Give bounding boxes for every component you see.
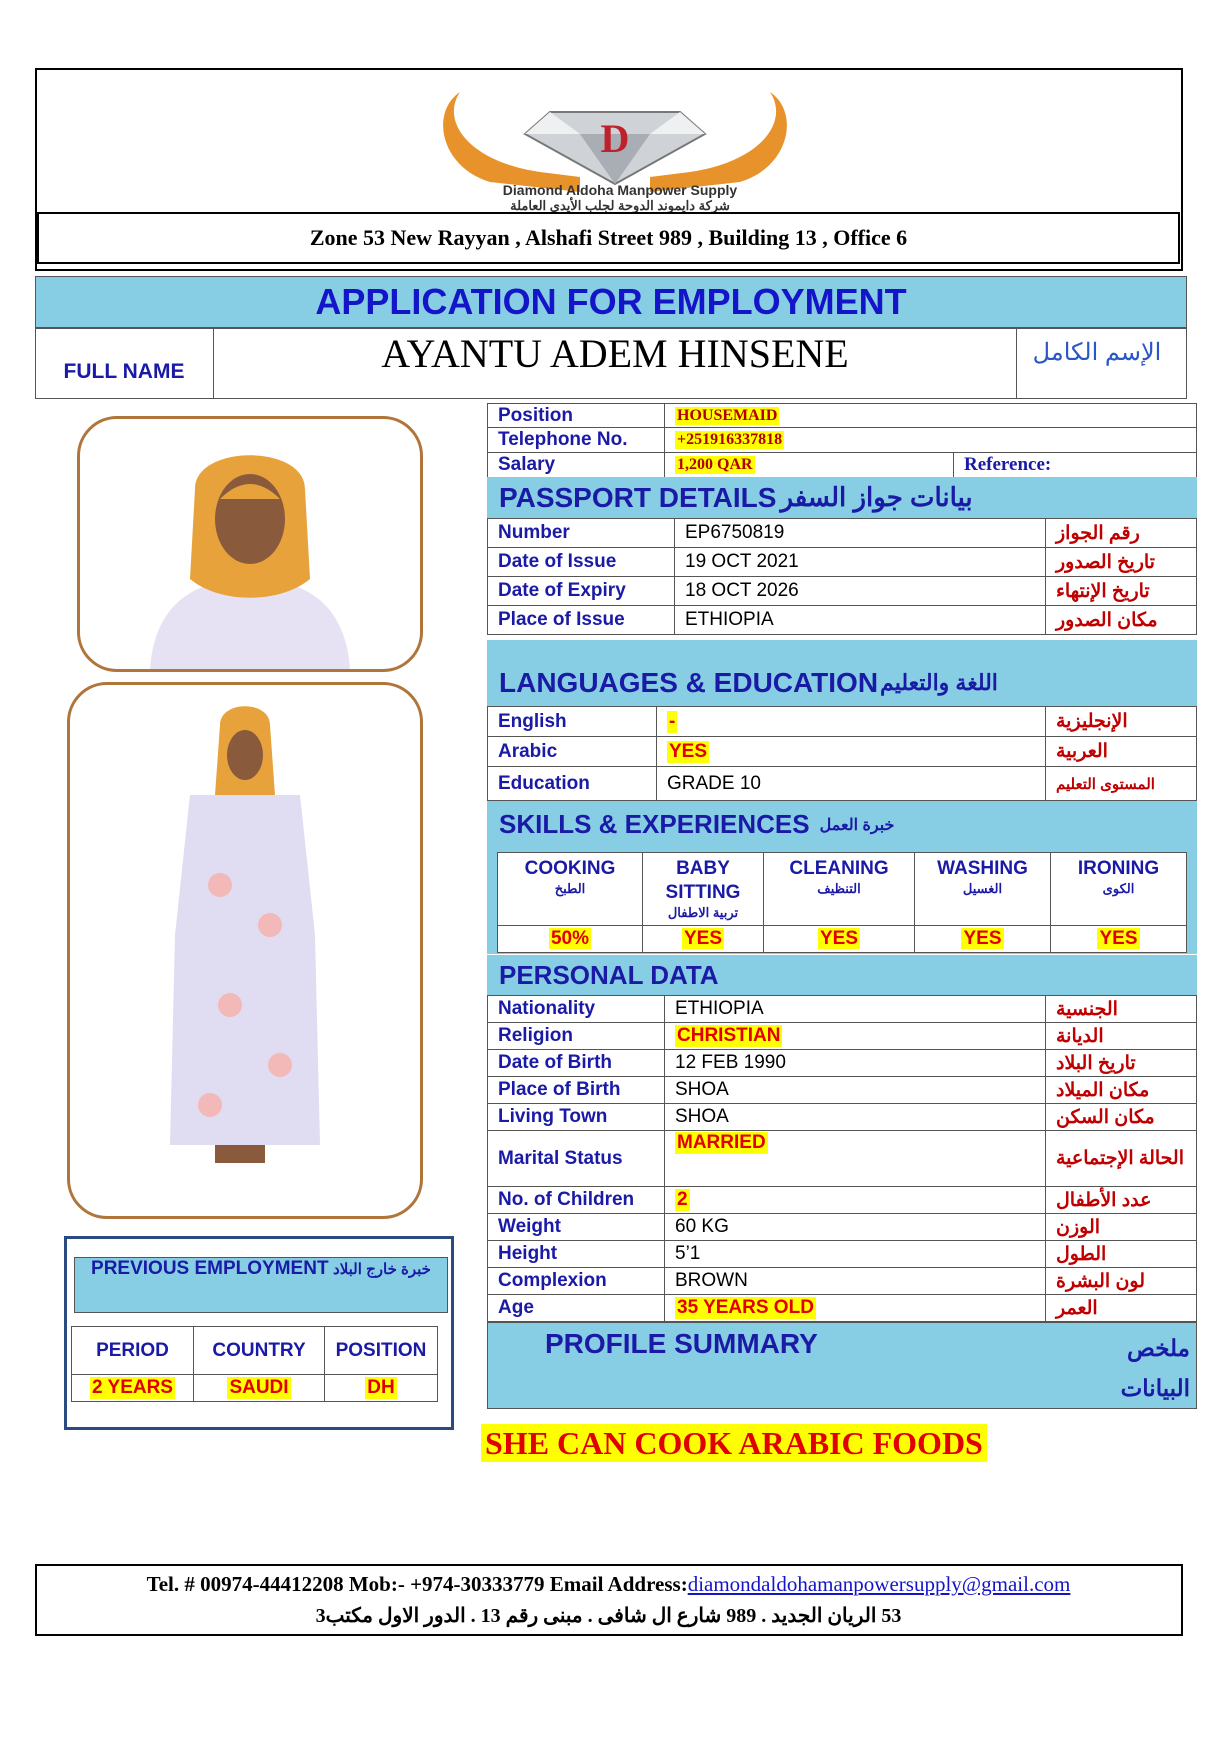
previous-employment-title: PREVIOUS EMPLOYMENT <box>91 1258 329 1279</box>
personal-label: Complexion <box>487 1267 665 1295</box>
previous-employment-title-ar: خبرة خارج البلاد <box>333 1261 431 1278</box>
personal-label: Marital Status <box>487 1130 665 1187</box>
personal-label-ar: الطول <box>1045 1240 1197 1268</box>
skill-header-cell <box>1050 852 1187 926</box>
personal-value-text: 60 KG <box>675 1216 729 1237</box>
salary-text: 1,200 QAR <box>677 456 753 473</box>
portrait-photo <box>77 416 423 672</box>
portrait-person-icon <box>80 419 420 669</box>
profile-summary-text: SHE CAN COOK ARABIC FOODS <box>481 1424 987 1462</box>
skill-value-cell <box>497 925 643 953</box>
personal-value-text: 5’1 <box>675 1243 701 1264</box>
personal-value <box>664 1130 1046 1187</box>
passport-title-ar: بيانات جواز السفر <box>780 482 973 512</box>
personal-value-text: SHOA <box>675 1106 729 1127</box>
footer-contact <box>37 1572 1180 1597</box>
skill-name-ar: الغسيل <box>962 881 1003 896</box>
prev-header-country: COUNTRY <box>193 1326 325 1375</box>
telephone-value <box>664 427 1197 453</box>
passport-label: Date of Issue <box>487 547 675 577</box>
personal-label-ar: الحالة الإجتماعية <box>1045 1130 1197 1187</box>
personal-label-ar: الوزن <box>1045 1213 1197 1241</box>
personal-label-ar: الديانة <box>1045 1022 1197 1050</box>
language-value-text: GRADE 10 <box>667 772 761 794</box>
passport-title: PASSPORT DETAILS <box>499 481 777 513</box>
personal-label: Weight <box>487 1213 665 1241</box>
personal-value-text: ETHIOPIA <box>675 998 764 1019</box>
telephone-label: Telephone No. <box>487 427 665 453</box>
passport-value: 18 OCT 2026 <box>674 576 1046 606</box>
personal-value <box>664 1103 1046 1131</box>
position-label: Position <box>487 403 665 428</box>
personal-value <box>664 1076 1046 1104</box>
personal-label-ar: مكان السكن <box>1045 1103 1197 1131</box>
passport-label: Date of Expiry <box>487 576 675 606</box>
prev-value-country <box>193 1374 325 1402</box>
personal-section-header <box>487 955 1197 995</box>
skill-value: YES <box>683 928 723 949</box>
footer-contact-prefix: Tel. # 00974-44412208 Mob:- +974-30333779 Email Address: <box>146 1572 688 1596</box>
passport-label: Number <box>487 518 675 548</box>
reference-label: Reference: <box>953 452 1197 478</box>
prev-header-position: POSITION <box>324 1326 438 1375</box>
skill-header-cell <box>497 852 643 926</box>
salary-value <box>664 452 954 478</box>
passport-label: Place of Issue <box>487 605 675 635</box>
position-text: HOUSEMAID <box>677 406 778 424</box>
skill-value-cell <box>642 925 764 953</box>
skill-name-ar: التنظيف <box>817 881 861 896</box>
personal-value-text: 35 YEARS OLD <box>677 1297 814 1318</box>
personal-label: Height <box>487 1240 665 1268</box>
prev-value-period <box>71 1374 194 1402</box>
personal-value <box>664 1294 1046 1322</box>
skill-value: YES <box>819 928 859 949</box>
skill-name: CLEANING <box>789 858 889 879</box>
personal-value <box>664 1049 1046 1077</box>
language-value <box>656 706 1046 737</box>
personal-value-text: 12 FEB 1990 <box>675 1052 786 1073</box>
profile-summary-title: PROFILE SUMMARY <box>545 1328 818 1359</box>
personal-value <box>664 1213 1046 1241</box>
personal-label-ar: تاريخ البلاد <box>1045 1049 1197 1077</box>
company-name-en: Diamond Aldoha Manpower Supply <box>502 182 738 198</box>
personal-title: PERSONAL DATA <box>499 959 719 990</box>
prev-period-text: 2 YEARS <box>92 1377 173 1398</box>
personal-label-ar: العمر <box>1045 1294 1197 1322</box>
personal-value <box>664 1186 1046 1214</box>
personal-label-ar: لون البشرة <box>1045 1267 1197 1295</box>
skill-name-ar: الكوى <box>1102 881 1135 896</box>
languages-title-ar: اللغة والتعليم <box>880 670 998 695</box>
language-value-text: YES <box>669 740 708 762</box>
address-line: Zone 53 New Rayyan , Alshafi Street 989 , Building 13 , Office 6 <box>37 212 1180 264</box>
skill-name-ar: الطبخ <box>554 881 586 896</box>
profile-summary-title-ar: ملخص البيانات <box>1120 1335 1190 1401</box>
passport-value: EP6750819 <box>674 518 1046 548</box>
language-label: English <box>487 706 657 737</box>
skill-name-line2: SITTING <box>665 882 741 903</box>
telephone-text: +251916337818 <box>677 431 783 448</box>
personal-value <box>664 1240 1046 1268</box>
skill-value: 50% <box>550 928 590 949</box>
language-label-ar: الإنجليزية <box>1045 706 1197 737</box>
languages-section-header <box>487 640 1197 706</box>
personal-label: Living Town <box>487 1103 665 1131</box>
skill-header-cell <box>763 852 915 926</box>
full-name-label: FULL NAME <box>63 360 185 383</box>
skill-value-cell <box>914 925 1051 953</box>
skill-name: BABY <box>676 858 730 879</box>
skill-value-cell <box>1050 925 1187 953</box>
full-body-person-icon <box>70 685 420 1215</box>
personal-label: No. of Children <box>487 1186 665 1214</box>
personal-value-text: BROWN <box>675 1270 748 1291</box>
prev-header-period: PERIOD <box>71 1326 194 1375</box>
language-label-ar: العربية <box>1045 736 1197 767</box>
skill-value: YES <box>1099 928 1138 949</box>
language-value <box>656 766 1046 801</box>
language-label: Arabic <box>487 736 657 767</box>
skills-section-header <box>487 801 1197 848</box>
personal-label: Nationality <box>487 995 665 1023</box>
previous-employment-header <box>74 1257 448 1313</box>
skill-name: IRONING <box>1077 858 1160 879</box>
personal-value <box>664 1022 1046 1050</box>
personal-value-text: SHOA <box>675 1079 729 1100</box>
passport-label-ar: تاريخ الصدور <box>1045 547 1197 577</box>
skills-title: SKILLS & EXPERIENCES <box>499 809 810 839</box>
personal-value-text: CHRISTIAN <box>677 1025 781 1046</box>
language-value <box>656 736 1046 767</box>
prev-country-text: SAUDI <box>229 1377 289 1398</box>
svg-text:D: D <box>600 116 630 161</box>
personal-label: Place of Birth <box>487 1076 665 1104</box>
personal-value <box>664 995 1046 1023</box>
language-label-ar: المستوى التعليم <box>1045 766 1197 801</box>
language-value-text: - <box>669 710 676 732</box>
full-name-value: AYANTU ADEM HINSENE <box>381 331 849 376</box>
personal-label-ar: مكان الميلاد <box>1045 1076 1197 1104</box>
form-title: APPLICATION FOR EMPLOYMENT <box>35 276 1187 328</box>
personal-value-text: MARRIED <box>677 1132 766 1153</box>
skills-title-ar: خبرة العمل <box>819 816 895 834</box>
passport-label-ar: رقم الجواز <box>1045 518 1197 548</box>
prev-value-position <box>324 1374 438 1402</box>
skill-header-cell <box>914 852 1051 926</box>
personal-label: Religion <box>487 1022 665 1050</box>
personal-label: Age <box>487 1294 665 1322</box>
personal-value <box>664 1267 1046 1295</box>
full-name-label-ar: الإسم الكامل <box>1032 339 1162 366</box>
passport-section-header <box>487 477 1197 518</box>
passport-label-ar: مكان الصدور <box>1045 605 1197 635</box>
skill-name: WASHING <box>937 858 1028 879</box>
languages-title: LANGUAGES & EDUCATION <box>499 667 879 698</box>
language-label: Education <box>487 766 657 801</box>
footer-email-link[interactable]: diamondaldohamanpowersupply@gmail.com <box>687 1572 1071 1596</box>
company-name-ar: شركة دايموند الدوحة لجلب الأيدي العاملة <box>510 198 730 213</box>
passport-value: 19 OCT 2021 <box>674 547 1046 577</box>
skill-value-cell <box>763 925 915 953</box>
passport-label-ar: تاريخ الإنتهاء <box>1045 576 1197 606</box>
position-value <box>664 403 1197 428</box>
skill-value: YES <box>963 928 1002 949</box>
prev-position-text: DH <box>367 1377 395 1398</box>
footer-address-ar: 53 الريان الجديد . 989 شارع ال شافى . مبنى رقم 13 . الدور الاول مكتب3 <box>315 1605 902 1627</box>
salary-label: Salary <box>487 452 665 478</box>
skill-header-cell <box>642 852 764 926</box>
skill-name: COOKING <box>524 858 616 879</box>
personal-value-text: 2 <box>677 1189 688 1210</box>
skill-name-ar: تربية الاطفال <box>667 905 739 920</box>
personal-label-ar: عدد الأطفال <box>1045 1186 1197 1214</box>
full-body-photo <box>67 682 423 1219</box>
personal-label: Date of Birth <box>487 1049 665 1077</box>
passport-value: ETHIOPIA <box>674 605 1046 635</box>
personal-label-ar: الجنسية <box>1045 995 1197 1023</box>
